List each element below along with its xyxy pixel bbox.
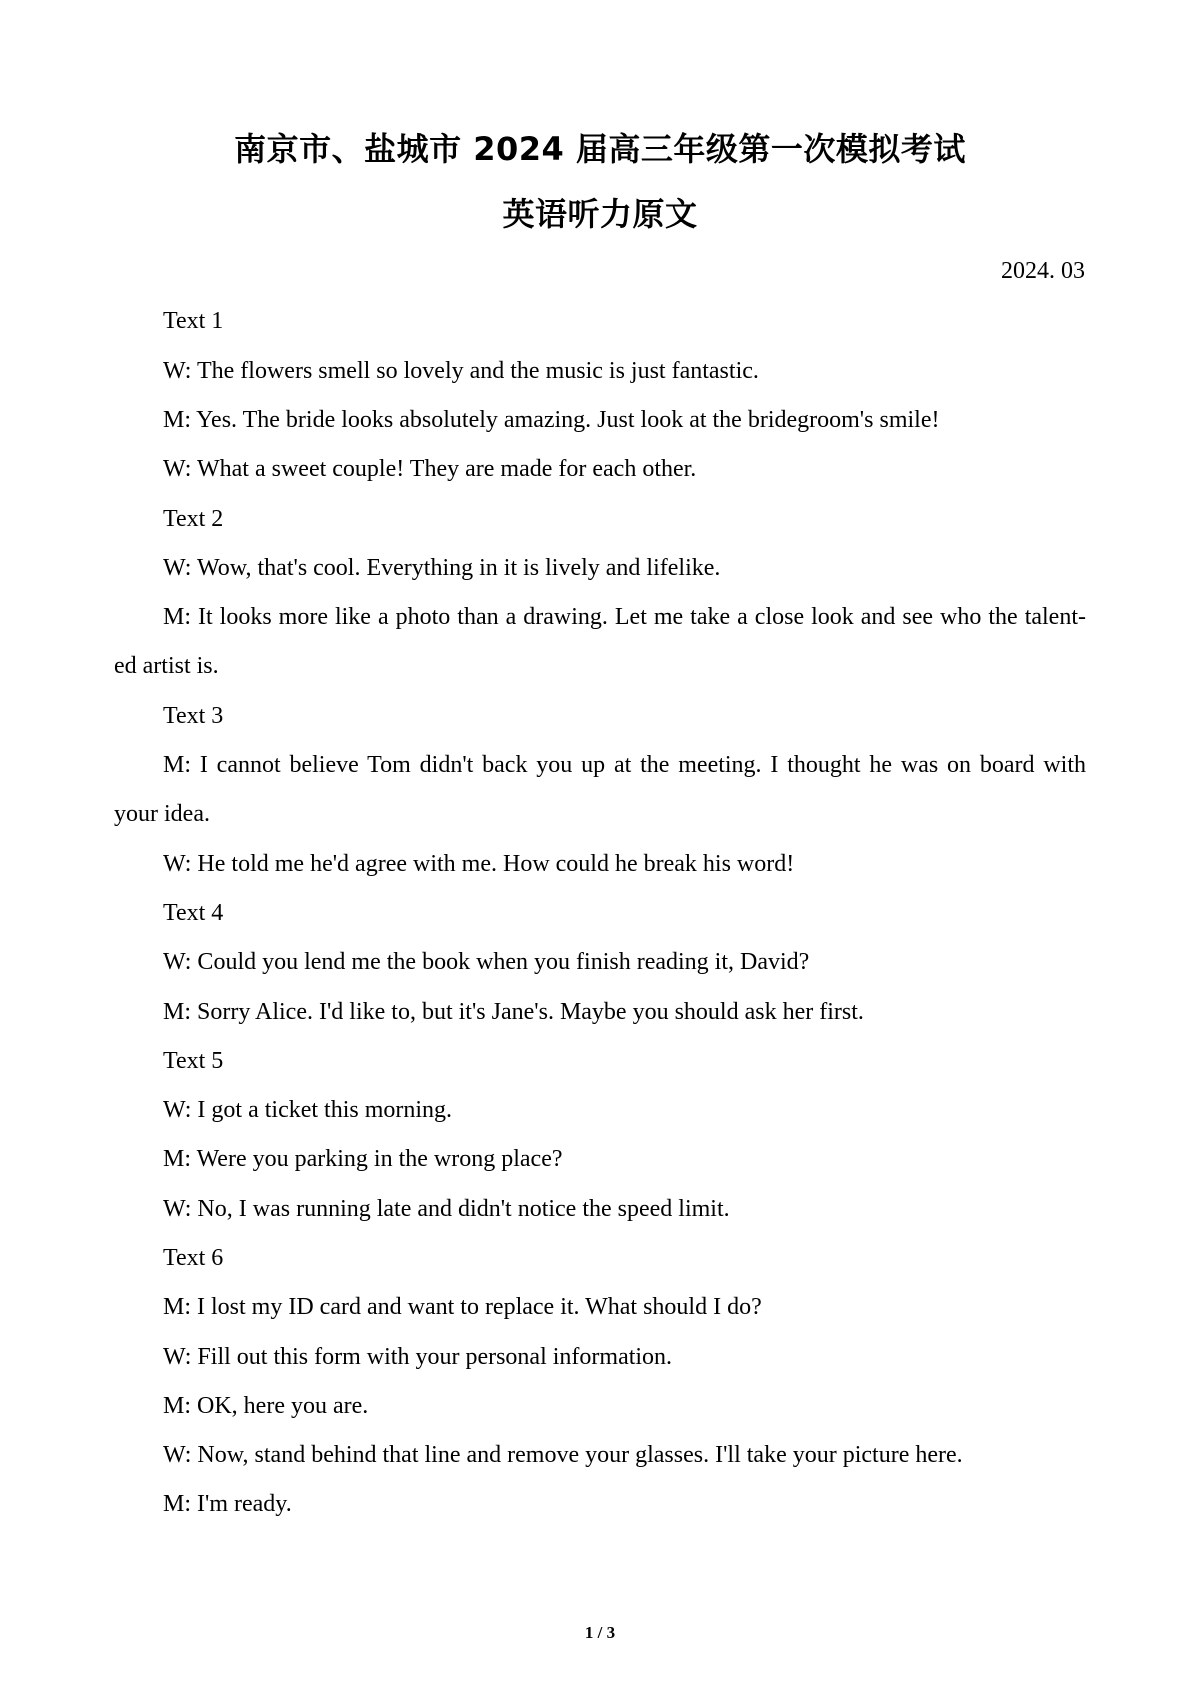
- section-heading-label: Text 1: [163, 308, 224, 335]
- dialogue-paragraph: [114, 1382, 1086, 1431]
- dialogue-paragraph: [114, 347, 1086, 396]
- dialogue-line: W: Could you lend me the book when you finish reading it, David?: [163, 949, 810, 976]
- dialogue-line: M: I cannot believe Tom didn't back you up at the meeting. I thought he was on board with: [163, 752, 1086, 779]
- dialogue-paragraph: [114, 1480, 1086, 1529]
- dialogue-line: M: I lost my ID card and want to replace it. What should I do?: [163, 1294, 762, 1321]
- dialogue-paragraph: [114, 938, 1086, 987]
- dialogue-paragraph: [114, 988, 1086, 1037]
- section-heading: [114, 889, 1086, 938]
- dialogue-line: M: It looks more like a photo than a drawing. Let me take a close look and see who the talent-: [163, 604, 1086, 631]
- section-heading-label: Text 4: [163, 899, 224, 926]
- section-heading: [114, 1037, 1086, 1086]
- section-heading-label: Text 5: [163, 1047, 224, 1074]
- section-heading: [114, 692, 1086, 741]
- document-title: 南京市、盐城市 2024 届高三年级第一次模拟考试: [234, 130, 966, 168]
- dialogue-paragraph: [114, 396, 1086, 445]
- dialogue-line: W: No, I was running late and didn't notice the speed limit.: [163, 1195, 730, 1222]
- section-heading: [114, 1234, 1086, 1283]
- document-date: 2024. 03: [1001, 258, 1085, 284]
- dialogue-paragraph: [114, 1086, 1086, 1135]
- page-number: 1 / 3: [584, 1623, 616, 1642]
- dialogue-paragraph: [114, 445, 1086, 494]
- dialogue-line: M: OK, here you are.: [163, 1392, 369, 1419]
- dialogue-line: W: Fill out this form with your personal information.: [163, 1343, 673, 1370]
- dialogue-paragraph: [114, 593, 1086, 692]
- dialogue-paragraph: [114, 544, 1086, 593]
- dialogue-paragraph: [114, 1333, 1086, 1382]
- dialogue-paragraph: [114, 1283, 1086, 1332]
- dialogue-line: M: Yes. The bride looks absolutely amazing. Just look at the bridegroom's smile!: [163, 406, 940, 433]
- dialogue-line: W: He told me he'd agree with me. How could he break his word!: [163, 850, 795, 877]
- dialogue-paragraph: [114, 840, 1086, 889]
- dialogue-paragraph: [114, 1135, 1086, 1184]
- section-heading-label: Text 6: [163, 1244, 224, 1271]
- dialogue-line: M: I'm ready.: [163, 1491, 292, 1518]
- section-heading-label: Text 2: [163, 505, 224, 532]
- dialogue-line-continuation: ed artist is.: [114, 653, 219, 680]
- dialogue-line: M: Were you parking in the wrong place?: [163, 1146, 563, 1173]
- dialogue-line: M: Sorry Alice. I'd like to, but it's Jane's. Maybe you should ask her first.: [163, 998, 864, 1025]
- dialogue-line: W: What a sweet couple! They are made for each other.: [163, 456, 697, 483]
- dialogue-paragraph: [114, 1185, 1086, 1234]
- dialogue-line-continuation: your idea.: [114, 801, 210, 828]
- dialogue-paragraph: [114, 741, 1086, 840]
- dialogue-paragraph: [114, 1431, 1086, 1480]
- dialogue-line: W: The flowers smell so lovely and the music is just fantastic.: [163, 357, 759, 384]
- document-subtitle: 英语听力原文: [502, 195, 698, 233]
- dialogue-line: W: Wow, that's cool. Everything in it is lively and lifelike.: [163, 554, 721, 581]
- transcript-body: [114, 297, 1086, 1529]
- dialogue-line: W: Now, stand behind that line and remove your glasses. I'll take your picture here.: [163, 1442, 963, 1469]
- dialogue-line: W: I got a ticket this morning.: [163, 1097, 453, 1124]
- section-heading-label: Text 3: [163, 702, 224, 729]
- section-heading: [114, 297, 1086, 346]
- section-heading: [114, 495, 1086, 544]
